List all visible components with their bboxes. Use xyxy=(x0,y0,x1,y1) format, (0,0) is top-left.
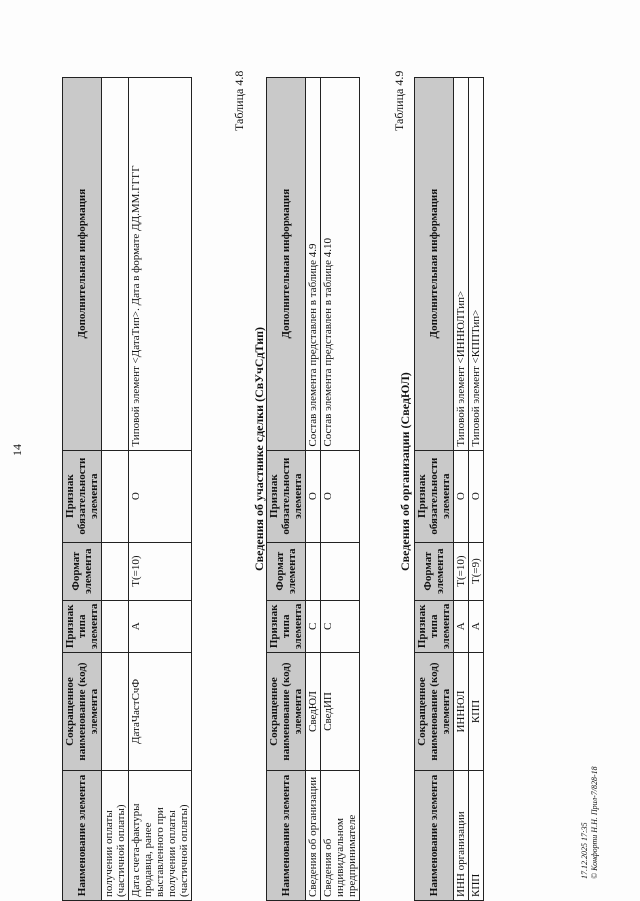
cell-type: А xyxy=(129,600,192,652)
cell-format xyxy=(321,542,360,600)
cell-required: О xyxy=(454,450,469,542)
cell-info xyxy=(102,77,129,450)
col-header-type: Признак типа элемента xyxy=(415,600,454,652)
table-row xyxy=(306,77,321,900)
cell-code: СведЮЛ xyxy=(306,653,321,771)
table-row xyxy=(469,77,484,900)
cell-type: С xyxy=(306,600,321,652)
col-header-name: Наименование элемента xyxy=(63,771,102,901)
col-header-format: Формат элемента xyxy=(415,542,454,600)
cell-type: С xyxy=(321,600,360,652)
col-header-info: Дополнительная информация xyxy=(267,77,306,450)
cell-required: О xyxy=(129,450,192,542)
page-number: 14 xyxy=(10,444,24,456)
cell-type: А xyxy=(454,600,469,652)
cell-required: О xyxy=(469,450,484,542)
cell-code: СведИП xyxy=(321,653,360,771)
continuation-table xyxy=(62,77,192,901)
table-4-9 xyxy=(414,77,484,901)
col-header-name: Наименование элемента xyxy=(267,771,306,901)
cell-name: Сведения об организации xyxy=(306,771,321,901)
cell-name: Сведения об индивидуальном предпринимателе xyxy=(321,771,360,901)
table-row xyxy=(129,77,192,900)
col-header-code: Сокращенное наименование (код) элемента xyxy=(63,653,102,771)
cell-name: ИНН организации xyxy=(454,771,469,901)
cell-required: О xyxy=(306,450,321,542)
cell-info: Типовой элемент <ДатаТип>. Дата в формате ДД.ММ.ГГГГ xyxy=(129,77,192,450)
footer-date: 17.12.2025 17:35 xyxy=(580,822,589,879)
footer-stamp xyxy=(580,766,600,879)
cell-info: Типовой элемент <ИННЮЛТип> xyxy=(454,77,469,450)
col-header-type: Признак типа элемента xyxy=(267,600,306,652)
cell-code xyxy=(102,653,129,771)
col-header-required: Признак обязательности элемента xyxy=(415,450,454,542)
col-header-required: Признак обязательности элемента xyxy=(63,450,102,542)
cell-format: T(=9) xyxy=(469,542,484,600)
col-header-info: Дополнительная информация xyxy=(415,77,454,450)
footer-copyright: © Конфорти Н.Н. Прил-7/828-18 xyxy=(590,766,599,879)
table-4-9-caption: Таблица 4.9 xyxy=(392,70,406,131)
cell-code: ИННЮЛ xyxy=(454,653,469,771)
cell-code: КПП xyxy=(469,653,484,771)
col-header-name: Наименование элемента xyxy=(415,771,454,901)
cell-info: Состав элемента представлен в таблице 4.9 xyxy=(306,77,321,450)
table-4-8 xyxy=(266,77,360,901)
cell-name: Дата счета-фактуры продавца, ранее выставленного при получении оплаты (частичной оплаты) xyxy=(129,771,192,901)
table-4-9-title: Сведения об организации (СведЮЛ) xyxy=(398,372,412,571)
cell-format: T(=10) xyxy=(454,542,469,600)
table-4-8-caption: Таблица 4.8 xyxy=(232,70,246,131)
cell-required xyxy=(102,450,129,542)
col-header-format: Формат элемента xyxy=(267,542,306,600)
table-row xyxy=(321,77,360,900)
cell-format xyxy=(102,542,129,600)
cell-code: ДатаЧастСчФ xyxy=(129,653,192,771)
cell-type xyxy=(102,600,129,652)
cell-format xyxy=(306,542,321,600)
cell-type: А xyxy=(469,600,484,652)
cell-name: получении оплаты (частичной оплаты) xyxy=(102,771,129,901)
cell-format: T(=10) xyxy=(129,542,192,600)
col-header-code: Сокращенное наименование (код) элемента xyxy=(267,653,306,771)
col-header-format: Формат элемента xyxy=(63,542,102,600)
table-row xyxy=(102,77,129,900)
cell-required: О xyxy=(321,450,360,542)
table-row xyxy=(454,77,469,900)
col-header-info: Дополнительная информация xyxy=(63,77,102,450)
table-4-8-title: Сведения об участнике сделки (СвУчСдТип) xyxy=(252,326,266,571)
col-header-required: Признак обязательности элемента xyxy=(267,450,306,542)
col-header-type: Признак типа элемента xyxy=(63,600,102,652)
col-header-code: Сокращенное наименование (код) элемента xyxy=(415,653,454,771)
cell-info: Типовой элемент <КППТип> xyxy=(469,77,484,450)
cell-info: Состав элемента представлен в таблице 4.10 xyxy=(321,77,360,450)
cell-name: КПП xyxy=(469,771,484,901)
